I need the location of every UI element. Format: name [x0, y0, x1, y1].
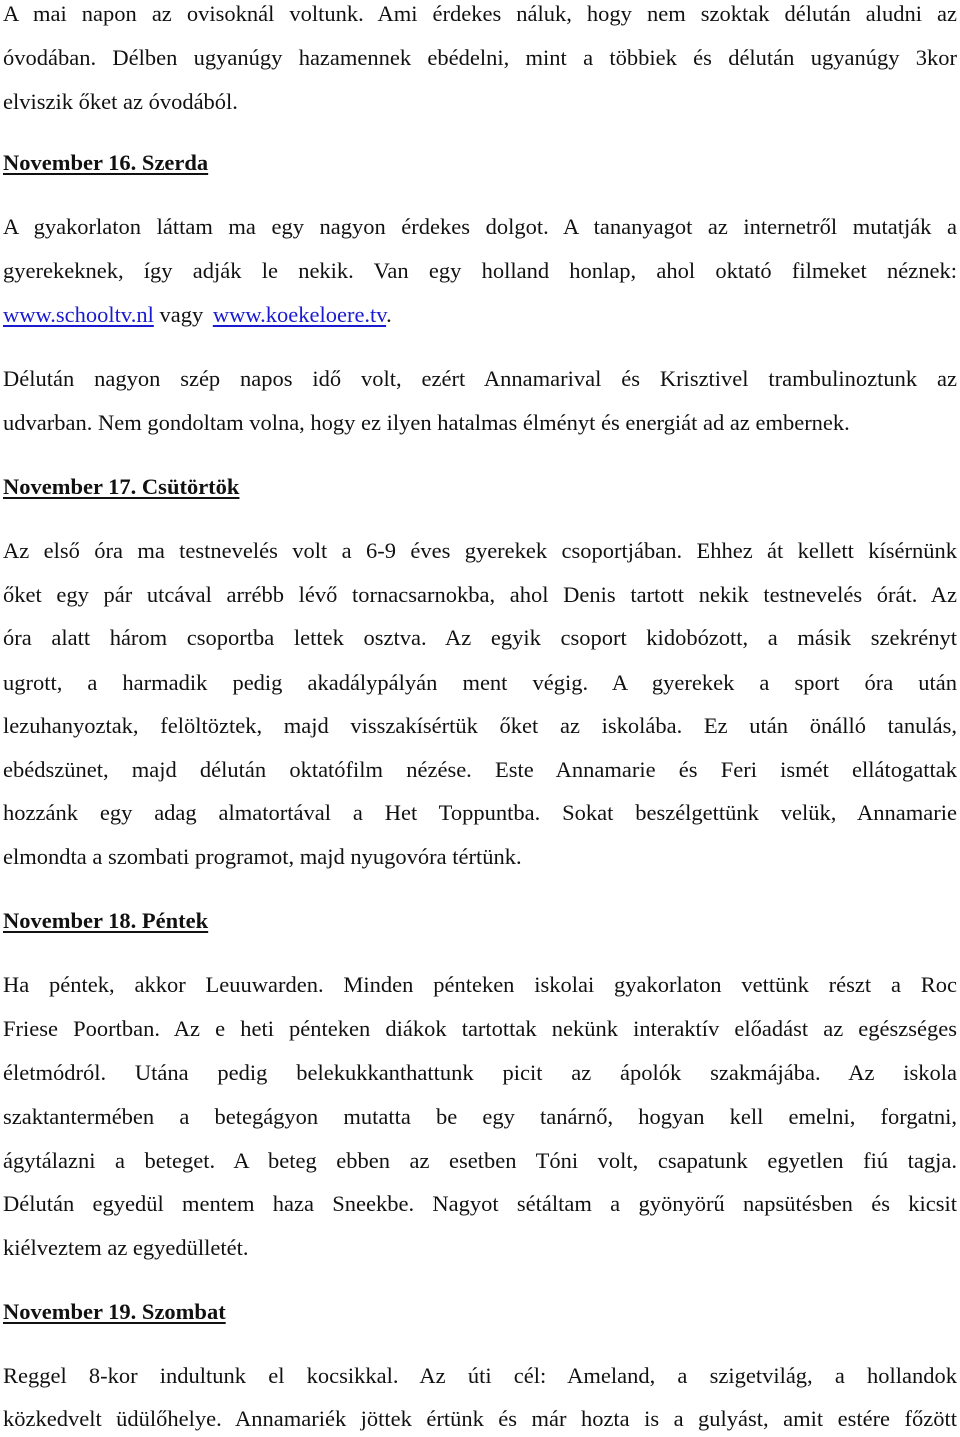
para4-line7: hozzánk egy adag almatortával a Het Toppuntba. Sokat beszélgettünk velük, Annamarie	[3, 800, 957, 825]
para1-line2: óvodában. Délben ugyanúgy hazamennek ebédelni, mint a többiek és délután ugyanúgy 3kor	[3, 45, 957, 70]
para4-line4: ugrott, a harmadik pedig akadálypályán ment végig. A gyerekek a sport óra után	[3, 670, 957, 695]
heading-november-19: November 19. Szombat	[3, 1299, 226, 1324]
para2-line1: A gyakorlaton láttam ma egy nagyon érdekes dolgot. A tananyagot az internetről mutatják a	[3, 214, 957, 239]
para1-line1: A mai napon az ovisoknál voltunk. Ami érdekes náluk, hogy nem szoktak délután aludni az	[3, 1, 957, 26]
para3-line2: udvarban. Nem gondoltam volna, hogy ez ilyen hatalmas élményt és energiát ad az embernek.	[3, 410, 850, 435]
para5-line2: Friese Poortban. Az e heti pénteken diákok tartottak nekünk interaktív előadást az egészséges	[3, 1016, 957, 1041]
heading-november-17: November 17. Csütörtök	[3, 474, 240, 499]
para4-line1: Az első óra ma testnevelés volt a 6-9 éves gyerekek csoportjában. Ehhez át kellett kísérnünk	[3, 538, 957, 563]
para5-line4: szaktantermében a betegágyon mutatta be egy tanárnő, hogyan kell emelni, forgatni,	[3, 1104, 957, 1129]
link-koekeloere[interactable]: www.koekeloere.tv	[212, 302, 387, 327]
link-schooltv[interactable]: www.schooltv.nl	[3, 302, 154, 327]
para4-line2: őket egy pár utcával arrébb lévő tornacsarnokba, ahol Denis tartott nekik testnevelés órát. Az	[3, 582, 957, 607]
para3-line1: Délután nagyon szép napos idő volt, ezért Annamarival és Krisztivel trambulinoztunk az	[3, 366, 957, 391]
para5-line5: ágytálazni a beteget. A beteg ebben az esetben Tóni volt, csapatunk egyetlen fiú tagja.	[3, 1148, 957, 1173]
para1-line3: elviszik őket az óvodából.	[3, 89, 238, 114]
para4-line5: lezuhanyoztak, felöltöztek, majd visszakísértük őket az iskolába. Ez után önálló tanulás,	[3, 713, 957, 738]
para4-line8: elmondta a szombati programot, majd nyugovóra tértünk.	[3, 844, 522, 869]
heading-november-18: November 18. Péntek	[3, 908, 209, 933]
heading-november-16: November 16. Szerda	[3, 150, 209, 175]
para4-line6: ebédszünet, majd délután oktatófilm nézése. Este Annamarie és Feri ismét ellátogattak	[3, 757, 957, 782]
para5-line6: Délután egyedül mentem haza Sneekbe. Nagyot sétáltam a gyönyörű napsütésben és kicsit	[3, 1191, 957, 1216]
para5-line7: kiélveztem az egyedülletét.	[3, 1235, 249, 1260]
para4-line3: óra alatt három csoportba lettek osztva. Az egyik csoport kidobózott, a másik szekrényt	[3, 625, 957, 650]
para5-line3: életmódról. Utána pedig belekukkanthattunk picit az ápolók szakmájába. Az iskola	[3, 1060, 957, 1085]
para5-line1: Ha péntek, akkor Leuuwarden. Minden pénteken iskolai gyakorlaton vettünk részt a Roc	[3, 972, 957, 997]
para6-line2: közkedvelt üdülőhelye. Annamariék jöttek értünk és már hozta is a gulyást, amit estére főzött	[3, 1406, 957, 1431]
para2-vagy: vagy	[159, 302, 204, 327]
para6-line1: Reggel 8-kor indultunk el kocsikkal. Az úti cél: Ameland, a szigetvilág, a hollandok	[3, 1363, 957, 1388]
para2-period: .	[386, 302, 392, 327]
para2-line2: gyerekeknek, így adják le nekik. Van egy holland honlap, ahol oktató filmeket néznek:	[3, 258, 957, 283]
para2-line3	[3, 301, 392, 329]
